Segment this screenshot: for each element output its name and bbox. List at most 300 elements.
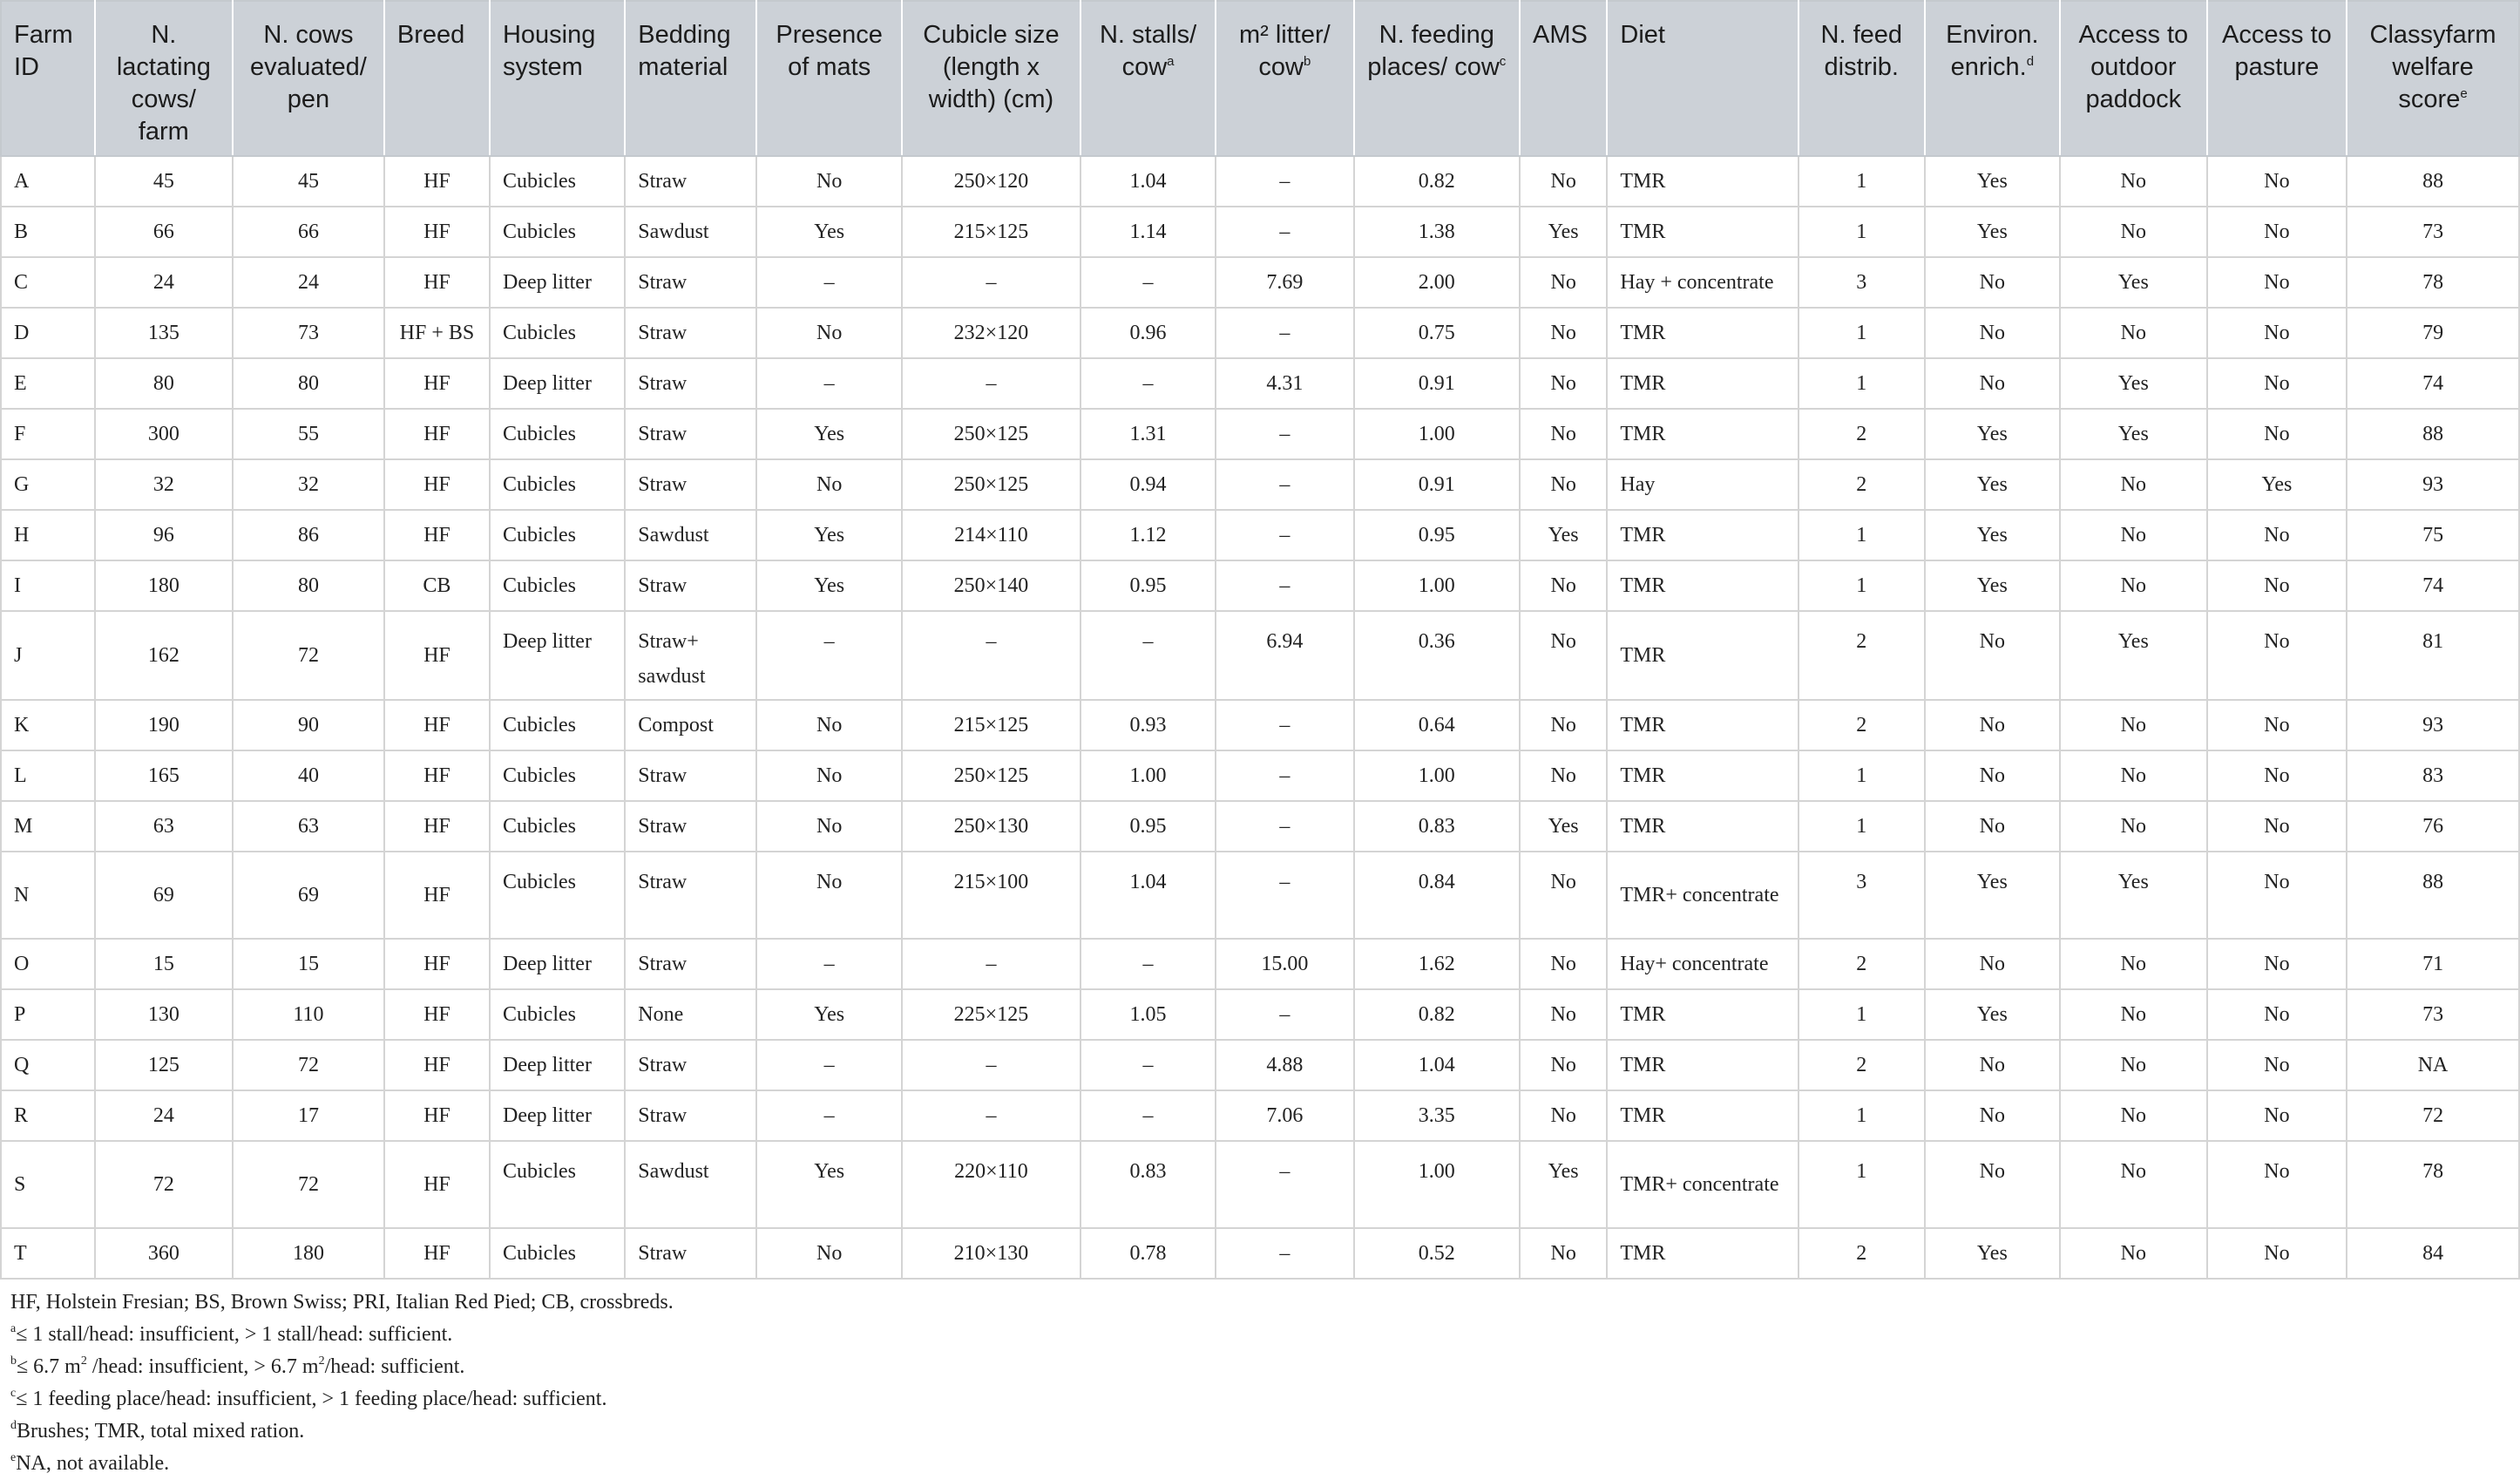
table-cell: 88 xyxy=(2347,409,2519,459)
table-cell: 69 xyxy=(95,852,233,939)
table-cell: No xyxy=(1520,852,1607,939)
table-cell: No xyxy=(2060,939,2207,989)
table-cell: Cubicles xyxy=(490,510,625,560)
table-cell: Yes xyxy=(1925,560,2060,611)
table-cell: 83 xyxy=(2347,750,2519,801)
table-cell: No xyxy=(2207,156,2347,207)
table-cell: Yes xyxy=(2060,358,2207,409)
table-cell: 84 xyxy=(2347,1228,2519,1279)
table-cell: No xyxy=(1925,308,2060,358)
table-cell: Yes xyxy=(1925,156,2060,207)
table-cell: HF + BS xyxy=(384,308,490,358)
table-cell: 1 xyxy=(1799,750,1925,801)
table-cell: E xyxy=(1,358,95,409)
table-cell: Sawdust xyxy=(625,207,756,257)
table-cell: No xyxy=(1925,801,2060,852)
table-cell: – xyxy=(756,1090,902,1141)
column-header xyxy=(95,1,233,156)
table-cell: Cubicles xyxy=(490,801,625,852)
table-cell: 190 xyxy=(95,700,233,750)
column-header-text: N. feeding places/ cow xyxy=(1367,21,1500,81)
table-cell: No xyxy=(2060,510,2207,560)
column-header xyxy=(625,1,756,156)
table-cell: No xyxy=(1925,700,2060,750)
table-cell: 1.04 xyxy=(1080,852,1216,939)
table-cell: 2 xyxy=(1799,1040,1925,1090)
table-cell: No xyxy=(2060,308,2207,358)
table-cell: No xyxy=(2060,1090,2207,1141)
table-cell: 80 xyxy=(233,358,384,409)
table-cell: Yes xyxy=(2060,257,2207,308)
table-cell: Straw xyxy=(625,852,756,939)
table-cell: 96 xyxy=(95,510,233,560)
table-cell: TMR xyxy=(1607,750,1798,801)
table-cell: Yes xyxy=(756,560,902,611)
table-row xyxy=(1,207,2519,257)
table-cell: Yes xyxy=(756,207,902,257)
table-cell: TMR xyxy=(1607,700,1798,750)
table-cell: No xyxy=(2207,409,2347,459)
table-row xyxy=(1,1040,2519,1090)
table-cell: Cubicles xyxy=(490,700,625,750)
table-cell: No xyxy=(1520,409,1607,459)
table-cell: No xyxy=(756,156,902,207)
table-cell: No xyxy=(756,459,902,510)
table-cell: No xyxy=(1520,156,1607,207)
table-cell: 3.35 xyxy=(1354,1090,1520,1141)
table-cell: 72 xyxy=(95,1141,233,1228)
table-cell: H xyxy=(1,510,95,560)
table-cell: Straw xyxy=(625,257,756,308)
table-cell: 1 xyxy=(1799,1090,1925,1141)
table-row xyxy=(1,560,2519,611)
table-cell: 1.00 xyxy=(1354,560,1520,611)
table-cell: – xyxy=(1216,207,1353,257)
table-cell: Sawdust xyxy=(625,510,756,560)
table-row xyxy=(1,939,2519,989)
column-header-text: N. cows evaluated/ pen xyxy=(250,21,367,113)
footnote-marker: e xyxy=(2460,86,2468,101)
table-cell: Straw+ sawdust xyxy=(625,611,756,700)
table-cell: 0.83 xyxy=(1354,801,1520,852)
table-cell: – xyxy=(1216,852,1353,939)
table-row xyxy=(1,156,2519,207)
table-cell: 93 xyxy=(2347,459,2519,510)
table-cell: No xyxy=(2060,560,2207,611)
column-header-text: N. feed distrib. xyxy=(1820,21,1903,81)
table-cell: Straw xyxy=(625,409,756,459)
table-cell: – xyxy=(1216,308,1353,358)
table-cell: CB xyxy=(384,560,490,611)
table-cell: Cubicles xyxy=(490,852,625,939)
column-header-text: m² litter/ cow xyxy=(1238,21,1331,81)
table-cell: P xyxy=(1,989,95,1040)
table-cell: Deep litter xyxy=(490,939,625,989)
footnote-marker: b xyxy=(1303,54,1311,69)
table-cell: – xyxy=(1080,939,1216,989)
table-cell: No xyxy=(1520,358,1607,409)
table-cell: 86 xyxy=(233,510,384,560)
table-cell: No xyxy=(2060,1228,2207,1279)
column-header-text: Diet xyxy=(1620,21,1665,49)
table-cell: Straw xyxy=(625,308,756,358)
table-cell: No xyxy=(2060,156,2207,207)
table-cell: 69 xyxy=(233,852,384,939)
table-cell: – xyxy=(1080,1090,1216,1141)
column-header xyxy=(1799,1,1925,156)
table-row xyxy=(1,852,2519,939)
table-cell: 1.04 xyxy=(1080,156,1216,207)
table-cell: No xyxy=(1520,611,1607,700)
table-cell: TMR xyxy=(1607,510,1798,560)
table-cell: No xyxy=(2207,1040,2347,1090)
table-cell: 2 xyxy=(1799,939,1925,989)
table-cell: 1.04 xyxy=(1354,1040,1520,1090)
table-cell: 165 xyxy=(95,750,233,801)
table-cell: No xyxy=(1520,989,1607,1040)
table-cell: No xyxy=(1520,1090,1607,1141)
table-row xyxy=(1,1141,2519,1228)
table-cell: 63 xyxy=(95,801,233,852)
table-cell: No xyxy=(1520,700,1607,750)
table-cell: 2 xyxy=(1799,1228,1925,1279)
table-cell: No xyxy=(1925,750,2060,801)
table-cell: – xyxy=(1080,358,1216,409)
table-cell: 1.00 xyxy=(1080,750,1216,801)
table-cell: 0.75 xyxy=(1354,308,1520,358)
table-cell: 1 xyxy=(1799,156,1925,207)
table-cell: – xyxy=(902,1040,1080,1090)
table-cell: 250×125 xyxy=(902,459,1080,510)
table-cell: 15.00 xyxy=(1216,939,1353,989)
table-cell: No xyxy=(2060,989,2207,1040)
table-cell: 1 xyxy=(1799,560,1925,611)
table-cell: – xyxy=(1216,156,1353,207)
table-cell: No xyxy=(2060,1040,2207,1090)
table-cell: Yes xyxy=(1925,1228,2060,1279)
table-cell: Deep litter xyxy=(490,1040,625,1090)
table-cell: No xyxy=(1925,1040,2060,1090)
table-row xyxy=(1,308,2519,358)
table-cell: NA xyxy=(2347,1040,2519,1090)
table-cell: – xyxy=(1216,459,1353,510)
footnote-c: $^c$≤ 1 feeding place/head: insufficient, > 1 feeding place/head: sufficient. xyxy=(10,1387,607,1410)
table-cell: – xyxy=(756,257,902,308)
table-cell: Hay+ concentrate xyxy=(1607,939,1798,989)
table-cell: No xyxy=(2207,358,2347,409)
table-cell: No xyxy=(1520,750,1607,801)
table-cell: – xyxy=(1216,750,1353,801)
table-cell: 6.94 xyxy=(1216,611,1353,700)
table-cell: 0.52 xyxy=(1354,1228,1520,1279)
table-row xyxy=(1,459,2519,510)
table-cell: Straw xyxy=(625,939,756,989)
table-cell: – xyxy=(902,1090,1080,1141)
table-row xyxy=(1,801,2519,852)
table-cell: I xyxy=(1,560,95,611)
table-cell: HF xyxy=(384,459,490,510)
footnote-abbreviations: HF, Holstein Fresian; BS, Brown Swiss; PRI, Italian Red Pied; CB, crossbreds. xyxy=(10,1291,674,1314)
table-cell: Straw xyxy=(625,801,756,852)
table-cell: 78 xyxy=(2347,257,2519,308)
table-cell: No xyxy=(2207,939,2347,989)
table-cell: 17 xyxy=(233,1090,384,1141)
table-cell: Yes xyxy=(756,989,902,1040)
table-cell: No xyxy=(2207,700,2347,750)
table-cell: 1 xyxy=(1799,801,1925,852)
table-cell: No xyxy=(2207,207,2347,257)
column-header-text: Cubicle size (length x width) (cm) xyxy=(923,21,1060,113)
column-header xyxy=(1607,1,1798,156)
table-cell: Deep litter xyxy=(490,257,625,308)
column-header-text: AMS xyxy=(1532,21,1588,49)
table-cell: Yes xyxy=(1520,510,1607,560)
table-cell: Straw xyxy=(625,1228,756,1279)
table-cell: Straw xyxy=(625,358,756,409)
column-header-text: N. stalls/ cow xyxy=(1099,21,1197,81)
table-cell: 180 xyxy=(95,560,233,611)
table-cell: No xyxy=(1520,257,1607,308)
table-cell: HF xyxy=(384,156,490,207)
table-cell: 45 xyxy=(233,156,384,207)
table-cell: 75 xyxy=(2347,510,2519,560)
table-cell: 73 xyxy=(2347,207,2519,257)
table-cell: No xyxy=(1520,939,1607,989)
table-cell: No xyxy=(2060,750,2207,801)
table-cell: 1.05 xyxy=(1080,989,1216,1040)
table-cell: HF xyxy=(384,852,490,939)
table-cell: HF xyxy=(384,750,490,801)
column-header xyxy=(2347,1,2519,156)
table-cell: TMR xyxy=(1607,207,1798,257)
table-cell: N xyxy=(1,852,95,939)
table-cell: 24 xyxy=(95,1090,233,1141)
table-cell: No xyxy=(2207,560,2347,611)
table-cell: Straw xyxy=(625,560,756,611)
table-cell: – xyxy=(1216,700,1353,750)
table-cell: 110 xyxy=(233,989,384,1040)
table-cell: No xyxy=(2207,257,2347,308)
table-cell: 2 xyxy=(1799,700,1925,750)
table-cell: HF xyxy=(384,1141,490,1228)
table-cell: 210×130 xyxy=(902,1228,1080,1279)
table-cell: Yes xyxy=(1925,459,2060,510)
table-cell: 130 xyxy=(95,989,233,1040)
table-cell: Cubicles xyxy=(490,1141,625,1228)
table-cell: 93 xyxy=(2347,700,2519,750)
table-cell: 81 xyxy=(2347,611,2519,700)
table-cell: Deep litter xyxy=(490,611,625,700)
table-cell: R xyxy=(1,1090,95,1141)
table-cell: 1.31 xyxy=(1080,409,1216,459)
column-header xyxy=(1925,1,2060,156)
table-cell: C xyxy=(1,257,95,308)
table-cell: – xyxy=(756,939,902,989)
table-cell: 125 xyxy=(95,1040,233,1090)
column-header xyxy=(233,1,384,156)
table-cell: – xyxy=(1216,989,1353,1040)
table-cell: 15 xyxy=(233,939,384,989)
table-cell: 32 xyxy=(95,459,233,510)
table-cell: Cubicles xyxy=(490,207,625,257)
table-cell: Cubicles xyxy=(490,156,625,207)
table-cell: J xyxy=(1,611,95,700)
footnote-marker: a xyxy=(1167,54,1175,69)
table-cell: No xyxy=(2060,700,2207,750)
table-row xyxy=(1,1228,2519,1279)
table-cell: O xyxy=(1,939,95,989)
table-cell: 1 xyxy=(1799,207,1925,257)
table-cell: 90 xyxy=(233,700,384,750)
table-cell: Yes xyxy=(1520,1141,1607,1228)
table-cell: TMR xyxy=(1607,1090,1798,1141)
table-cell: No xyxy=(756,801,902,852)
table-cell: No xyxy=(2207,308,2347,358)
table-cell: Yes xyxy=(756,1141,902,1228)
table-cell: No xyxy=(756,308,902,358)
table-cell: Yes xyxy=(756,510,902,560)
footnote-marker: c xyxy=(1499,54,1507,69)
table-cell: 78 xyxy=(2347,1141,2519,1228)
table-cell: – xyxy=(902,611,1080,700)
table-cell: Cubicles xyxy=(490,459,625,510)
table-cell: F xyxy=(1,409,95,459)
table-cell: 15 xyxy=(95,939,233,989)
column-header-text: Breed xyxy=(396,21,465,49)
table-cell: 55 xyxy=(233,409,384,459)
table-cell: 0.91 xyxy=(1354,358,1520,409)
table-cell: No xyxy=(1925,257,2060,308)
table-row xyxy=(1,750,2519,801)
table-cell: HF xyxy=(384,1040,490,1090)
table-cell: 215×100 xyxy=(902,852,1080,939)
column-header-text: Housing system xyxy=(502,21,596,81)
table-cell: TMR+ concentrate xyxy=(1607,1141,1798,1228)
footnote-marker: d xyxy=(2026,54,2035,69)
column-header-text: Bedding material xyxy=(638,21,731,81)
table-cell: HF xyxy=(384,358,490,409)
table-cell: HF xyxy=(384,939,490,989)
table-cell: 0.96 xyxy=(1080,308,1216,358)
table-cell: – xyxy=(1216,1228,1353,1279)
table-row xyxy=(1,989,2519,1040)
table-cell: Yes xyxy=(1925,207,2060,257)
table-cell: 0.95 xyxy=(1080,560,1216,611)
table-cell: 76 xyxy=(2347,801,2519,852)
table-cell: Straw xyxy=(625,1040,756,1090)
table-cell: 71 xyxy=(2347,939,2519,989)
table-cell: Sawdust xyxy=(625,1141,756,1228)
table-cell: HF xyxy=(384,510,490,560)
table-cell: 79 xyxy=(2347,308,2519,358)
table-cell: No xyxy=(2207,1141,2347,1228)
table-cell: 66 xyxy=(95,207,233,257)
column-header xyxy=(1,1,95,156)
table-cell: 0.83 xyxy=(1080,1141,1216,1228)
column-header xyxy=(384,1,490,156)
table-cell: No xyxy=(1520,560,1607,611)
table-cell: G xyxy=(1,459,95,510)
table-row xyxy=(1,510,2519,560)
table-cell: No xyxy=(1925,611,2060,700)
table-cell: – xyxy=(1216,510,1353,560)
table-cell: No xyxy=(2207,801,2347,852)
column-header xyxy=(1216,1,1353,156)
table-cell: Yes xyxy=(1520,207,1607,257)
table-cell: 73 xyxy=(233,308,384,358)
table-cell: No xyxy=(2207,1090,2347,1141)
table-cell: 162 xyxy=(95,611,233,700)
table-cell: TMR xyxy=(1607,358,1798,409)
table-cell: Straw xyxy=(625,1090,756,1141)
table-cell: No xyxy=(2060,459,2207,510)
table-cell: Deep litter xyxy=(490,1090,625,1141)
table-cell: 225×125 xyxy=(902,989,1080,1040)
table-cell: M xyxy=(1,801,95,852)
table-cell: 215×125 xyxy=(902,207,1080,257)
table-cell: – xyxy=(1216,560,1353,611)
table-cell: Cubicles xyxy=(490,1228,625,1279)
column-header-text: Environ. enrich. xyxy=(1946,21,2039,81)
column-header xyxy=(490,1,625,156)
table-cell: No xyxy=(2207,611,2347,700)
table-cell: D xyxy=(1,308,95,358)
footnote-b: $^b$≤ 6.7 $m^2$ /head: insufficient, > 6.7 $m^2$/head: sufficient. xyxy=(10,1354,465,1378)
table-cell: T xyxy=(1,1228,95,1279)
column-header-text: Presence of mats xyxy=(776,21,883,81)
table-cell: L xyxy=(1,750,95,801)
table-cell: 2 xyxy=(1799,611,1925,700)
table-cell: No xyxy=(2207,1228,2347,1279)
table-cell: Yes xyxy=(1925,510,2060,560)
table-footnotes xyxy=(10,1287,674,1480)
table-cell: 0.78 xyxy=(1080,1228,1216,1279)
table-cell: Yes xyxy=(2207,459,2347,510)
table-cell: 360 xyxy=(95,1228,233,1279)
table-cell: No xyxy=(1925,1090,2060,1141)
footnote-d: $^d$Brushes; TMR, total mixed ration. xyxy=(10,1419,305,1443)
table-row xyxy=(1,700,2519,750)
table-cell: – xyxy=(756,611,902,700)
table-cell: 32 xyxy=(233,459,384,510)
table-cell: HF xyxy=(384,1090,490,1141)
table-cell: TMR xyxy=(1607,1228,1798,1279)
table-cell: 2 xyxy=(1799,409,1925,459)
table-cell: – xyxy=(756,1040,902,1090)
table-cell: – xyxy=(1080,611,1216,700)
table-cell: Yes xyxy=(2060,611,2207,700)
table-cell: Cubicles xyxy=(490,409,625,459)
table-cell: No xyxy=(2060,207,2207,257)
table-cell: – xyxy=(1216,409,1353,459)
table-cell: HF xyxy=(384,611,490,700)
table-cell: No xyxy=(756,1228,902,1279)
table-cell: 1.12 xyxy=(1080,510,1216,560)
table-cell: No xyxy=(2207,989,2347,1040)
table-cell: No xyxy=(1520,1040,1607,1090)
table-cell: 4.31 xyxy=(1216,358,1353,409)
table-cell: Yes xyxy=(1925,852,2060,939)
table-cell: 0.95 xyxy=(1354,510,1520,560)
table-cell: 1 xyxy=(1799,510,1925,560)
table-cell: 1.14 xyxy=(1080,207,1216,257)
table-cell: Yes xyxy=(756,409,902,459)
column-header-text: Access to outdoor paddock xyxy=(2078,21,2189,113)
table-cell: 0.91 xyxy=(1354,459,1520,510)
table-cell: TMR xyxy=(1607,1040,1798,1090)
table-cell: 250×130 xyxy=(902,801,1080,852)
table-cell: No xyxy=(2060,1141,2207,1228)
